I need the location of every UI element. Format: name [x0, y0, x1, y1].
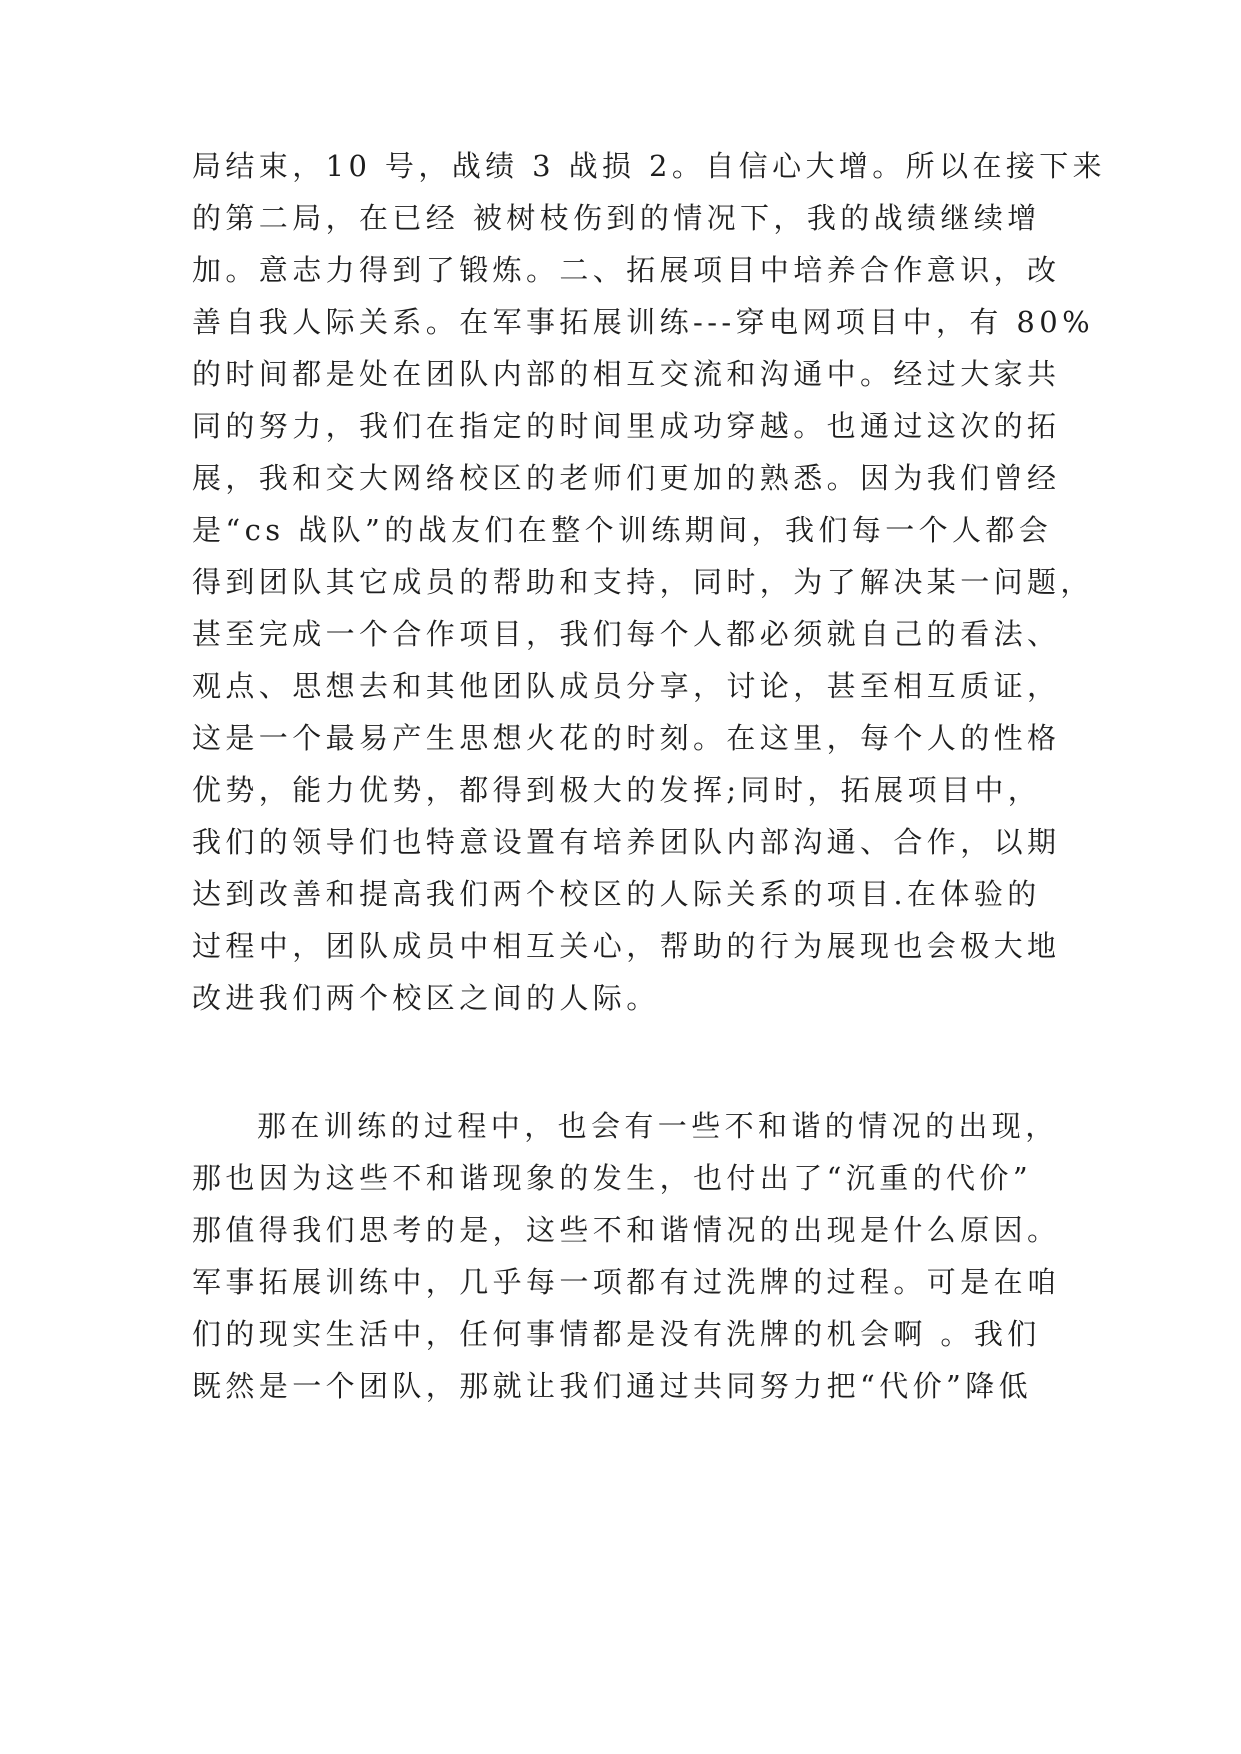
text-line: 们的现实生活中，任何事情都是没有洗牌的机会啊 。我们	[192, 1317, 1041, 1351]
text-line: 那在训练的过程中，也会有一些不和谐的情况的出现，	[257, 1109, 1059, 1143]
text-line: 得到团队其它成员的帮助和支持，同时，为了解决某一问题，	[192, 565, 1094, 599]
text-line: 过程中，团队成员中相互关心，帮助的行为展现也会极大地	[192, 929, 1061, 963]
text-line: 既然是一个团队，那就让我们通过共同努力把“代价”降低	[192, 1369, 1033, 1403]
text-line: 善自我人际关系。在军事拓展训练---穿电网项目中，有 80%	[192, 305, 1095, 339]
text-line: 同的努力，我们在指定的时间里成功穿越。也通过这次的拓	[192, 409, 1061, 443]
text-line: 观点、思想去和其他团队成员分享，讨论，甚至相互质证，	[192, 669, 1061, 703]
text-line: 优势，能力优势，都得到极大的发挥;同时，拓展项目中，	[192, 773, 1042, 807]
text-line: 我们的领导们也特意设置有培养团队内部沟通、合作，以期	[192, 825, 1061, 859]
text-line: 展，我和交大网络校区的老师们更加的熟悉。因为我们曾经	[192, 461, 1061, 495]
text-line: 达到改善和提高我们两个校区的人际关系的项目.在体验的	[192, 877, 1041, 911]
text-line: 那也因为这些不和谐现象的发生，也付出了“沉重的代价”	[192, 1161, 1033, 1195]
text-line: 局结束，10 号，战绩 3 战损 2。自信心大增。所以在接下来	[192, 149, 1107, 183]
text-line: 改进我们两个校区之间的人际。	[192, 981, 660, 1015]
text-line: 甚至完成一个合作项目，我们每个人都必须就自己的看法、	[192, 617, 1061, 651]
text-line: 这是一个最易产生思想火花的时刻。在这里，每个人的性格	[192, 721, 1061, 755]
text-line: 是“cs 战队”的战友们在整个训练期间，我们每一个人都会	[192, 513, 1053, 547]
text-line: 的时间都是处在团队内部的相互交流和沟通中。经过大家共	[192, 357, 1061, 391]
text-line: 的第二局，在已经 被树枝伤到的情况下，我的战绩继续增	[192, 201, 1041, 235]
text-line: 军事拓展训练中，几乎每一项都有过洗牌的过程。可是在咱	[192, 1265, 1061, 1299]
text-line: 加。意志力得到了锻炼。二、拓展项目中培养合作意识，改	[192, 253, 1061, 287]
text-line: 那值得我们思考的是，这些不和谐情况的出现是什么原因。	[192, 1213, 1061, 1247]
